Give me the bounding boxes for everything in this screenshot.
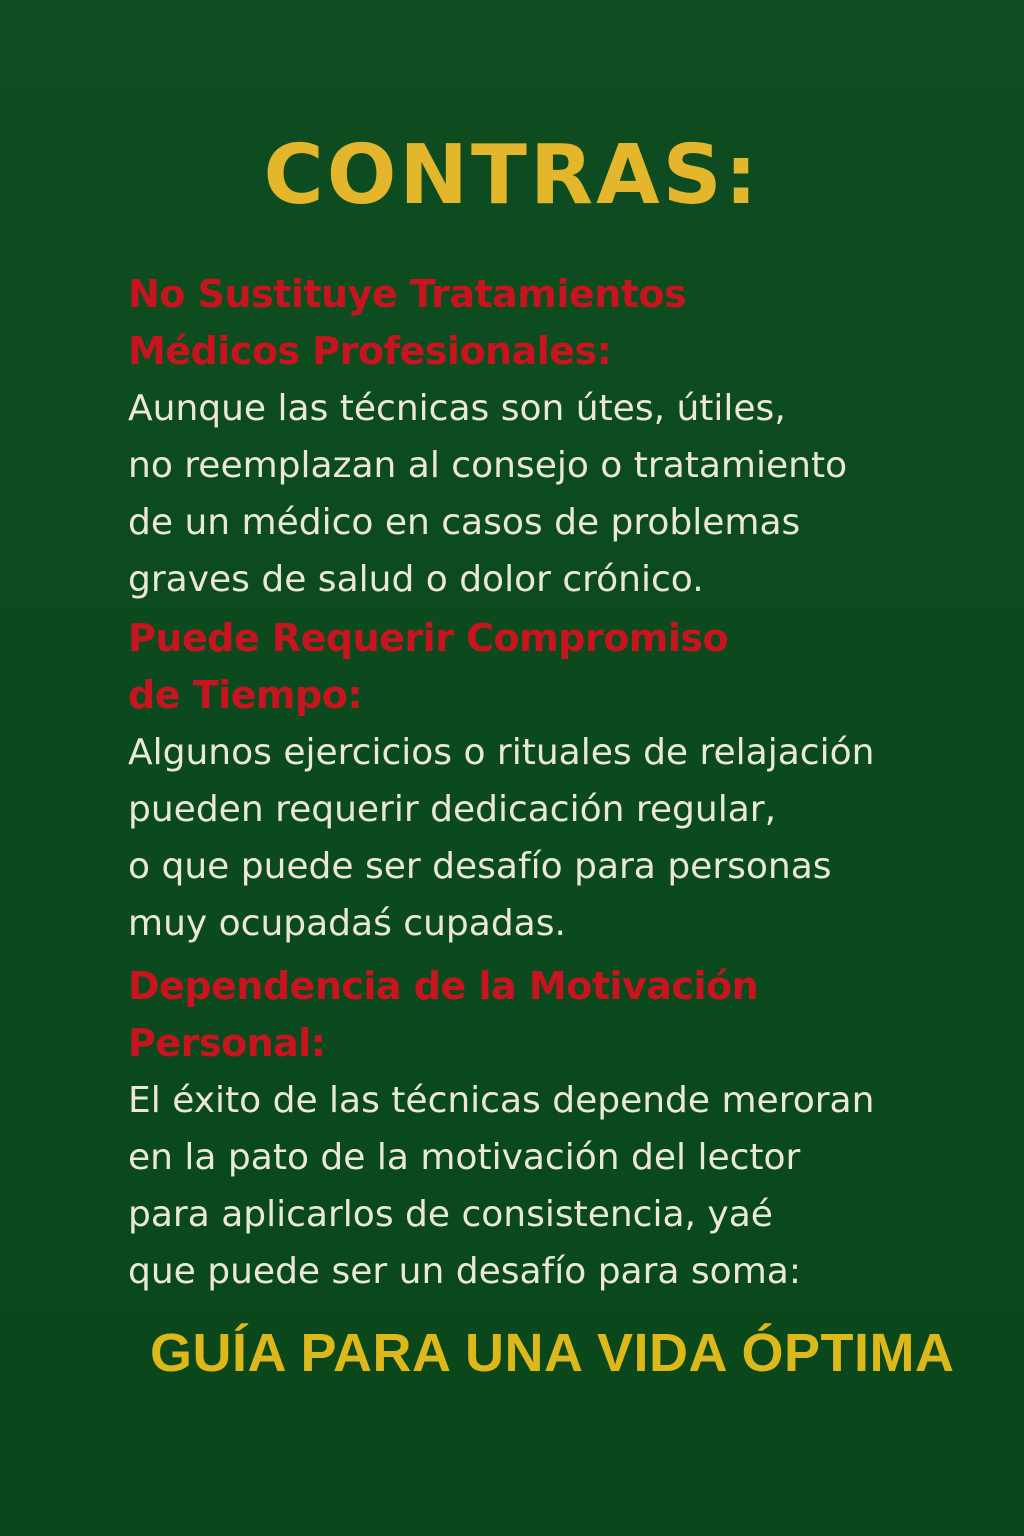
section-motivacion-personal [128, 958, 998, 1300]
section-heading-line: Puede Requerir Compromiso [128, 616, 729, 660]
section-body-line: en la pato de la motivación del lector [128, 1137, 801, 1178]
section-body-line: Algunos ejercicios o rituales de relajación [128, 732, 875, 773]
section-body-line: que puede ser un desafío para soma: [128, 1251, 801, 1292]
section-heading-line: Dependencia de la Motivación [128, 964, 759, 1008]
section-body-line: o que puede ser desafío para personas [128, 846, 832, 887]
section-body-line: de un médico en casos de problemas [128, 502, 801, 543]
section-body-line: muy ocupadaś cupadas. [128, 903, 566, 944]
section-no-sustituye [128, 266, 998, 608]
section-heading-line: Personal: [128, 1021, 326, 1065]
section-compromiso-tiempo [128, 610, 998, 952]
section-body-line: El éxito de las técnicas depende meroran [128, 1080, 875, 1121]
section-body-line: Aunque las técnicas son útes, útiles, [128, 388, 786, 429]
section-body-line: pueden requerir dedicación regular, [128, 789, 777, 830]
section-body-line: para aplicarlos de consistencia, yaé [128, 1194, 773, 1235]
section-body-line: no reemplazan al consejo o tratamiento [128, 445, 848, 486]
footer-title: GUÍA PARA UNA VIDA ÓPTIMA [150, 1323, 955, 1383]
section-heading-line: de Tiempo: [128, 673, 363, 717]
section-heading-line: No Sustituye Tratamientos [128, 272, 687, 316]
page-title: CONTRAS: [263, 128, 761, 223]
section-heading-line: Médicos Profesionales: [128, 329, 612, 373]
section-body-line: graves de salud o dolor crónico. [128, 559, 704, 600]
